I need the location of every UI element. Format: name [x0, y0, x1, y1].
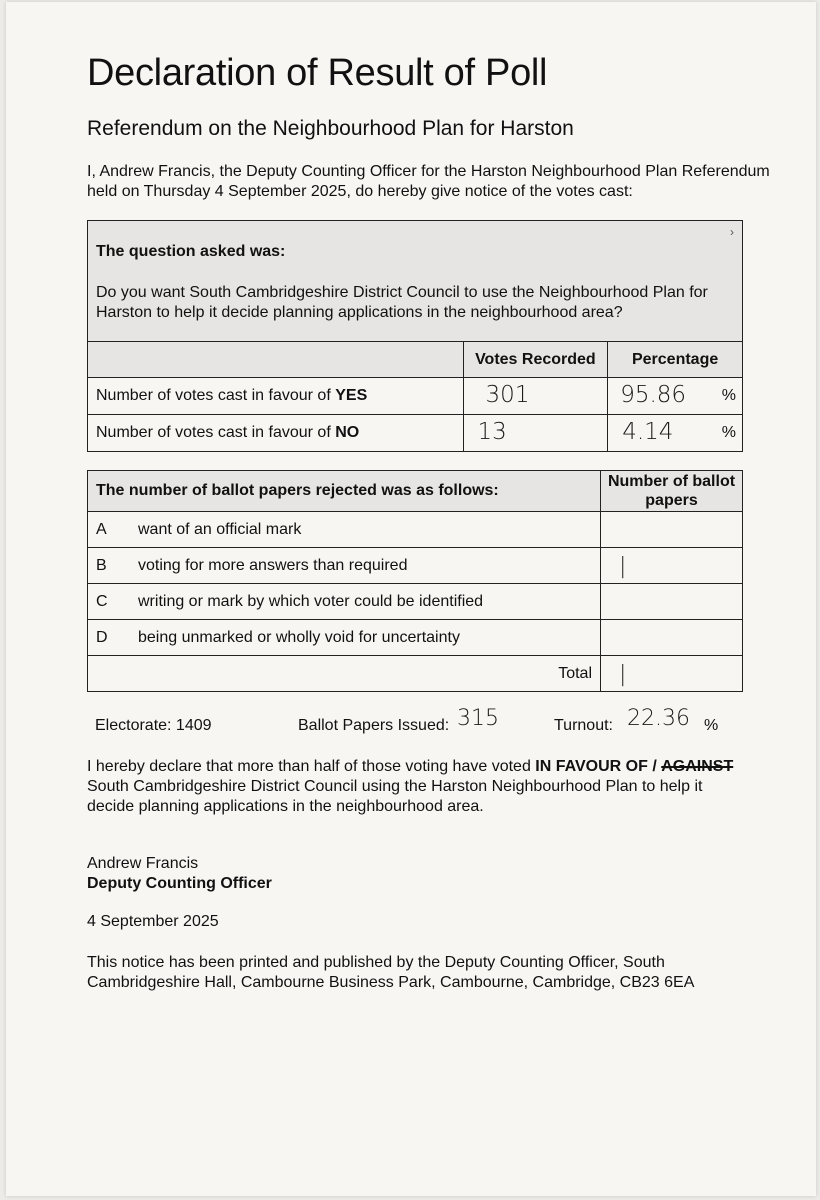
rejected-header-row — [88, 471, 743, 512]
signatory-role: Deputy Counting Officer — [87, 875, 272, 892]
page-title: Declaration of Result of Poll — [87, 52, 548, 94]
rejected-heading: The number of ballot papers rejected was as follows: — [88, 471, 601, 512]
declaration-text-end: South Cambridgeshire District Council using the Harston Neighbourhood Plan to help it decide planning applications in the neighbourhood area. — [87, 778, 703, 815]
votes-table — [87, 341, 743, 452]
yes-label — [88, 378, 464, 415]
yes-label-bold: YES — [335, 387, 368, 404]
no-pct-sign: % — [721, 424, 736, 441]
intro-paragraph: I, Andrew Francis, the Deputy Counting Officer for the Harston Neighbourhood Plan Referendum held on Thursday 4 September 2025, do hereby give notice of the votes cast: — [87, 163, 770, 200]
declaration-text-start: I hereby declare that more than half of those voting have voted — [87, 758, 536, 775]
yes-votes: 301 — [485, 382, 530, 408]
no-label — [88, 415, 464, 452]
total-label: Total — [88, 656, 601, 692]
no-percentage: 4.14 — [622, 419, 674, 445]
publication-notice: This notice has been printed and published by the Deputy Counting Officer, South Cambridgeshire Hall, Cambourne Business Park, Cambourne, Cambridge, CB23 6EA — [87, 954, 695, 991]
votes-recorded-header: Votes Recorded — [463, 342, 608, 378]
row-c-reason: writing or mark by which voter could be identified — [138, 584, 601, 620]
ballot-count-header: Number of ballot papers — [601, 471, 743, 512]
votes-row-yes — [88, 378, 743, 415]
row-c-letter: C — [88, 584, 139, 620]
signatory-name: Andrew Francis — [87, 855, 199, 872]
total-count — [601, 656, 743, 692]
question-box — [87, 220, 743, 341]
turnout-sign: % — [704, 717, 719, 734]
rejected-row-b — [88, 548, 743, 584]
signature-block — [87, 854, 272, 894]
in-favour-text: IN FAVOUR OF / — [535, 758, 657, 775]
no-label-text: Number of votes cast in favour of — [96, 424, 336, 441]
row-c-count — [601, 584, 743, 620]
row-a-letter: A — [88, 512, 139, 548]
declaration-date: 4 September 2025 — [87, 913, 219, 930]
ballot-papers-issued-label: Ballot Papers Issued: — [298, 717, 450, 734]
rejected-table — [87, 470, 743, 692]
row-b-count — [601, 548, 743, 584]
yes-pct-sign: % — [721, 387, 736, 404]
votes-header-row — [88, 342, 743, 378]
row-b-letter: B — [88, 548, 139, 584]
electorate: Electorate: 1409 — [95, 717, 212, 734]
chevron-mark: › — [730, 225, 734, 239]
rejected-row-a — [88, 512, 743, 548]
page-subtitle: Referendum on the Neighbourhood Plan for Harston — [87, 117, 574, 140]
total-count-value: | — [619, 662, 627, 687]
row-b-count-value: | — [619, 554, 627, 579]
row-b-reason: voting for more answers than required — [138, 548, 601, 584]
percentage-header: Percentage — [608, 342, 743, 378]
yes-pct-cell — [608, 378, 743, 415]
declaration-paragraph — [87, 757, 747, 817]
no-label-bold: NO — [335, 424, 360, 441]
votes-header-blank — [88, 342, 464, 378]
no-votes-cell — [463, 415, 608, 452]
row-d-letter: D — [88, 620, 139, 656]
rejected-row-d — [88, 620, 743, 656]
turnout-value: 22.36 — [627, 706, 690, 731]
yes-votes-cell — [463, 378, 608, 415]
row-a-count — [601, 512, 743, 548]
row-d-reason: being unmarked or wholly void for uncertainty — [138, 620, 601, 656]
yes-percentage: 95.86 — [620, 382, 687, 408]
turnout-label: Turnout: — [554, 717, 613, 734]
against-struck-text: AGAINST — [661, 758, 734, 775]
ballot-papers-issued-value: 315 — [457, 706, 499, 731]
votes-row-no — [88, 415, 743, 452]
no-votes: 13 — [477, 419, 507, 445]
rejected-row-c — [88, 584, 743, 620]
row-d-count — [601, 620, 743, 656]
question-heading: The question asked was: — [96, 243, 286, 260]
rejected-total-row — [88, 656, 743, 692]
no-pct-cell — [608, 415, 743, 452]
row-a-reason: want of an official mark — [138, 512, 601, 548]
yes-label-text: Number of votes cast in favour of — [96, 387, 336, 404]
question-text: Do you want South Cambridgeshire District Council to use the Neighbourhood Plan for Harston to help it decide planning applications in the neighbourhood area? — [96, 284, 708, 321]
